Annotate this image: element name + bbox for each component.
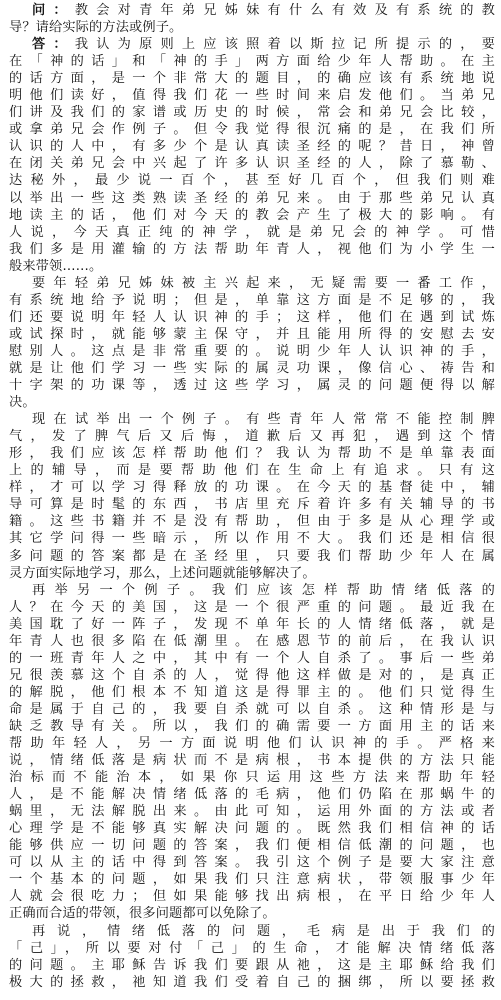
- text-line: 达秘外，最少说一百个，甚至好几百个，但我们则难: [9, 173, 495, 189]
- text-line: 缺乏教导有关。所以，我们的确需要一方面用主的话来: [9, 718, 495, 734]
- text-line: 决。: [9, 395, 36, 411]
- text-line: 们还要说明年轻人认识神的手；这样，他们在遇到试炼: [9, 309, 495, 325]
- text-line: 治标而不能治本，如果你只运用这些方法来帮助年轻: [9, 770, 495, 786]
- body-paragraph: [9, 275, 495, 411]
- question-text: 教会对青年弟兄姊妹有什么有效及有系统的教: [74, 3, 495, 18]
- text-line: 或拿弟兄会作例子。但令我觉得很沉痛的是，在我们所: [9, 122, 495, 138]
- text-line: 上的辅导，而是要帮助他们在生命上有追求。只有这: [9, 463, 495, 479]
- text-line: 的话方面，是一个非常大的题目，的确应该有系统地说: [9, 71, 495, 87]
- text-line: 心理学是不能够真实解决问题的。既然我们相信神的话: [9, 821, 495, 837]
- text-line: 在「神的话」和「神的手」两方面给少年人帮助。在主: [9, 54, 495, 70]
- text-line: 我们多是用灌输的方法帮助年青人，视他们为小学生一: [9, 241, 495, 257]
- text-line: 灵方面实际地学习，那么，上述问题就能够解决了。: [9, 565, 316, 581]
- text-line: 导可算是时髦的东西，书店里充斥着许多有关辅导的书: [9, 497, 495, 513]
- text-line: 以举出一些这类熟读圣经的弟兄来。由于那些弟兄认真: [9, 190, 495, 206]
- text-line: 十字架的功课等，透过这些学习，属灵的问题便得以解: [9, 378, 495, 394]
- text-line: 现在试举出一个例子。有些青年人常常不能控制脾: [32, 412, 495, 428]
- text-line: 人？在今天的美国，这是一个很严重的问题。最近我在: [9, 599, 495, 615]
- text-line: 的一班青年人之中，其中有一个人自杀了。事后一些弟: [9, 650, 495, 666]
- text-line: 极大的拯救，祂知道我们受着自己的捆绑，所以要拯救: [9, 974, 495, 990]
- text-line: 正确而合适的带领，很多问题都可以免除了。: [9, 906, 276, 922]
- text-line: 形，我们应该怎样帮助他们？我认为帮助不是单靠表面: [9, 446, 495, 462]
- text-line: 兄很羡慕这个自杀的人，觉得他这样做是对的，是真正: [9, 667, 495, 683]
- text-line: 或试探时，就能够蒙主保守，并且能用所得的安慰去安: [9, 326, 495, 342]
- text-line: 般来带领……。: [9, 258, 103, 274]
- text-line: 人，是不能解决情绪低落的毛病，他们仍陷在那蜗牛的: [9, 787, 495, 803]
- body-paragraph: [9, 411, 495, 581]
- text-line: 慰别人。这点是非常重要的。说明少年人认识神的手，: [9, 343, 495, 359]
- text-line: 其它学问得一些暗示，所以作用不大。我们还是相信很: [9, 531, 495, 547]
- text-line: 在闭关弟兄会中兴起了许多认识圣经的人，除了慕勒、: [9, 156, 495, 172]
- text-line: 多问题的答案都是在圣经里，只要我们帮助少年人在属: [9, 548, 495, 564]
- text-line: 命是属于自己的，我要自杀就可以自杀。这种情形是与: [9, 701, 495, 717]
- text-line: 有系统地给予说明；但是，单靠这方面是不足够的，我: [9, 292, 495, 308]
- text-line: 说，情绪低落是病状而不是病根，书本提供的方法只能: [9, 753, 495, 769]
- answer-text: 我认为原则上应该照着以斯拉记所提示的，要: [74, 37, 495, 53]
- text-line: [9, 2, 495, 19]
- text-line: 地读主的话，他们对今天的教会产生了极大的影响。有: [9, 207, 495, 223]
- text-line: 就是让他们学习一些实际的属灵功课，像信心、祷告和: [9, 360, 495, 376]
- text-line: 人就会很吃力；但如果能够找出病根，在平日给少年人: [9, 889, 495, 905]
- text-line: 人说，今天真正纯的神学，就是弟兄会的神学。可惜: [9, 224, 495, 240]
- text-line: 可以从主的话中得到答案。我引这个例子是要大家注意: [9, 855, 495, 871]
- text-line: 蜗里，无法解脱出来。由此可知，运用外面的方法或者: [9, 804, 495, 820]
- text-line: 籍。这些书籍并不是没有帮助，但由于多是从心理学或: [9, 514, 495, 530]
- text-line: 导？请给实际的方法或例子。: [9, 20, 183, 36]
- question-paragraph: [9, 2, 495, 36]
- answer-label: 答：: [32, 37, 75, 53]
- text-line: 能够供应一切问题的答案，我们便相信低潮的问题，也: [9, 838, 495, 854]
- text-line: [9, 36, 495, 53]
- question-label: 问：: [32, 3, 75, 18]
- text-line: 气，发了脾气后又后悔，道歉后又再犯，遇到这个情: [9, 429, 495, 445]
- text-line: 「己」，所以要对付「己」的生命，才能解决情绪低落: [9, 940, 495, 956]
- text-line: 认识的人中，有多少个是认真读圣经的呢？昔日，神曾: [9, 139, 495, 155]
- text-line: 再举另一个例子。我们应该怎样帮助情绪低落的: [32, 582, 495, 598]
- text-line: 要年轻弟兄姊妹被主兴起来，无疑需要一番工作，: [32, 275, 495, 291]
- text-line: 再说，情绪低落的问题，毛病是出于我们的: [32, 923, 495, 939]
- text-line: 的解脱，他们根本不知道这是得罪主的。他们只觉得生: [9, 684, 495, 700]
- text-line: 美国耽了好一阵子，发现不单年长的人情绪低落，就是: [9, 616, 495, 632]
- document-page: [9, 2, 495, 991]
- body-paragraph: [9, 923, 495, 991]
- text-line: 帮助年轻人，另一方面说明他们认识神的手。严格来: [9, 736, 495, 752]
- text-line: 年青人也很多陷在低潮里。在感恩节的前后，在我认识: [9, 633, 495, 649]
- text-line: 一个基本的问题，如果我们只注意病状，带领服事少年: [9, 872, 495, 888]
- text-line: 们讲及我们的家谱或历史的时候，常会和弟兄会比较，: [9, 105, 495, 121]
- answer-paragraph: [9, 36, 495, 275]
- text-line: 样，才可以学习得释放的功课。在今天的基督徒中，辅: [9, 480, 495, 496]
- text-line: 的问题。主耶稣告诉我们要跟从祂，这是主耶稣给我们: [9, 957, 495, 973]
- text-line: 明他们读好，值得我们花一些时间来启发他们。当弟兄: [9, 88, 495, 104]
- body-paragraph: [9, 582, 495, 923]
